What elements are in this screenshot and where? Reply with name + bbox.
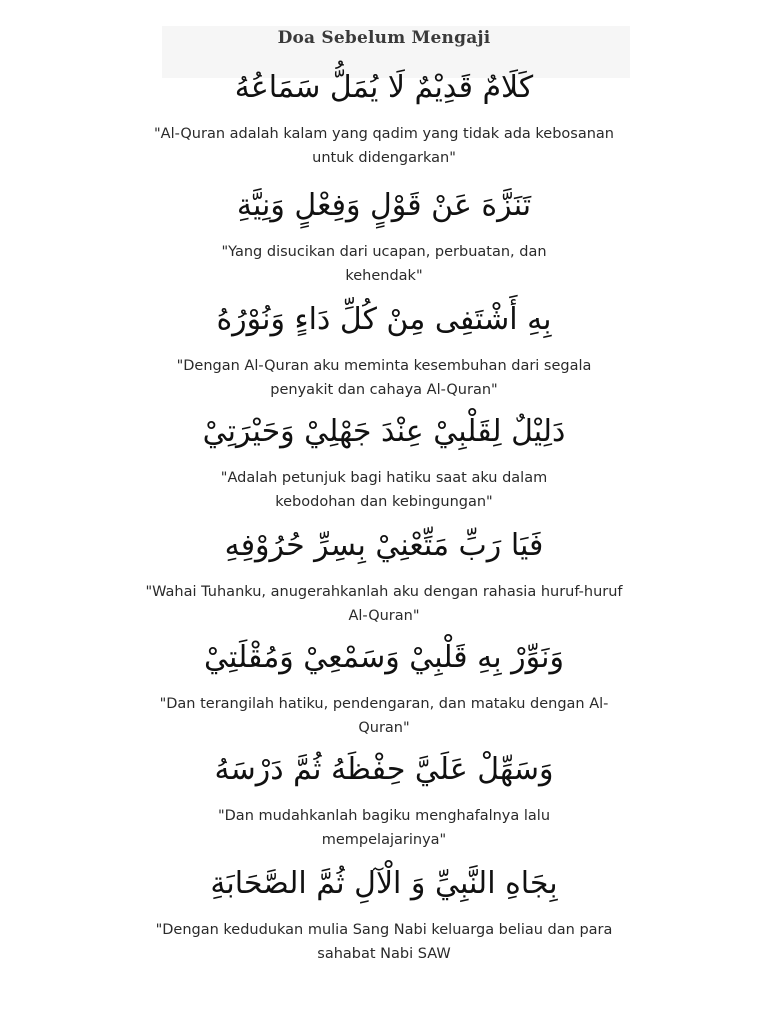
verse-block-8: [60, 862, 708, 966]
verse-block-4: [60, 410, 708, 514]
verse-translation: "Yang disucikan dari ucapan, perbuatan, dan kehendak": [221, 244, 547, 284]
arabic-verse: كَلَامٌ قَدِيْمٌ لَا يُمَلُّ سَمَاعُهُ: [234, 70, 534, 105]
arabic-verse: وَسَهِّلْ عَلَيَّ حِفْظَهُ ثُمَّ دَرْسَهُ: [214, 752, 554, 787]
page-title: Doa Sebelum Mengaji: [277, 28, 491, 48]
verse-block-5: [60, 524, 708, 628]
verse-translation: "Dan mudahkanlah bagiku menghafalnya lalu mempelajarinya": [217, 808, 551, 848]
verse-block-7: [60, 748, 708, 852]
verse-block-6: [60, 636, 708, 740]
verse-translation: "Dengan Al-Quran aku meminta kesembuhan dari segala penyakit dan cahaya Al-Quran": [176, 358, 592, 398]
verse-translation: "Dan terangilah hatiku, pendengaran, dan mataku dengan Al-Quran": [159, 696, 609, 736]
verse-translation: "Wahai Tuhanku, anugerahkanlah aku dengan rahasia huruf-huruf Al-Quran": [145, 584, 623, 624]
verse-translation: "Adalah petunjuk bagi hatiku saat aku dalam kebodohan dan kebingungan": [220, 470, 548, 510]
verse-translation: "Dengan kedudukan mulia Sang Nabi keluarga beliau dan para sahabat Nabi SAW: [155, 922, 613, 962]
arabic-verse: بِجَاهِ النَّبِيِّ وَ الْآلِ ثُمَّ الصَّحَابَةِ: [210, 866, 558, 901]
arabic-verse: دَلِيْلٌ لِقَلْبِيْ عِنْدَ جَهْلِيْ وَحَيْرَتِيْ: [202, 414, 566, 449]
verse-block-1: [60, 66, 708, 170]
arabic-verse: بِهِ أَشْتَفِى مِنْ كُلِّ دَاءٍ وَنُوْرُهُ: [216, 302, 552, 337]
arabic-verse: تَنَزَّهَ عَنْ قَوْلٍ وَفِعْلٍ وَنِيَّةِ: [236, 188, 532, 223]
verse-block-3: [60, 298, 708, 402]
arabic-verse: فَيَا رَبِّ مَتِّعْنِيْ بِسِرِّ حُرُوْفِهِ: [224, 528, 544, 563]
verse-block-2: [60, 184, 708, 288]
verse-translation: "Al-Quran adalah kalam yang qadim yang tidak ada kebosanan untuk didengarkan": [154, 126, 614, 166]
arabic-verse: وَنَوِّرْ بِهِ قَلْبِيْ وَسَمْعِيْ وَمُقْلَتِيْ: [204, 640, 564, 675]
